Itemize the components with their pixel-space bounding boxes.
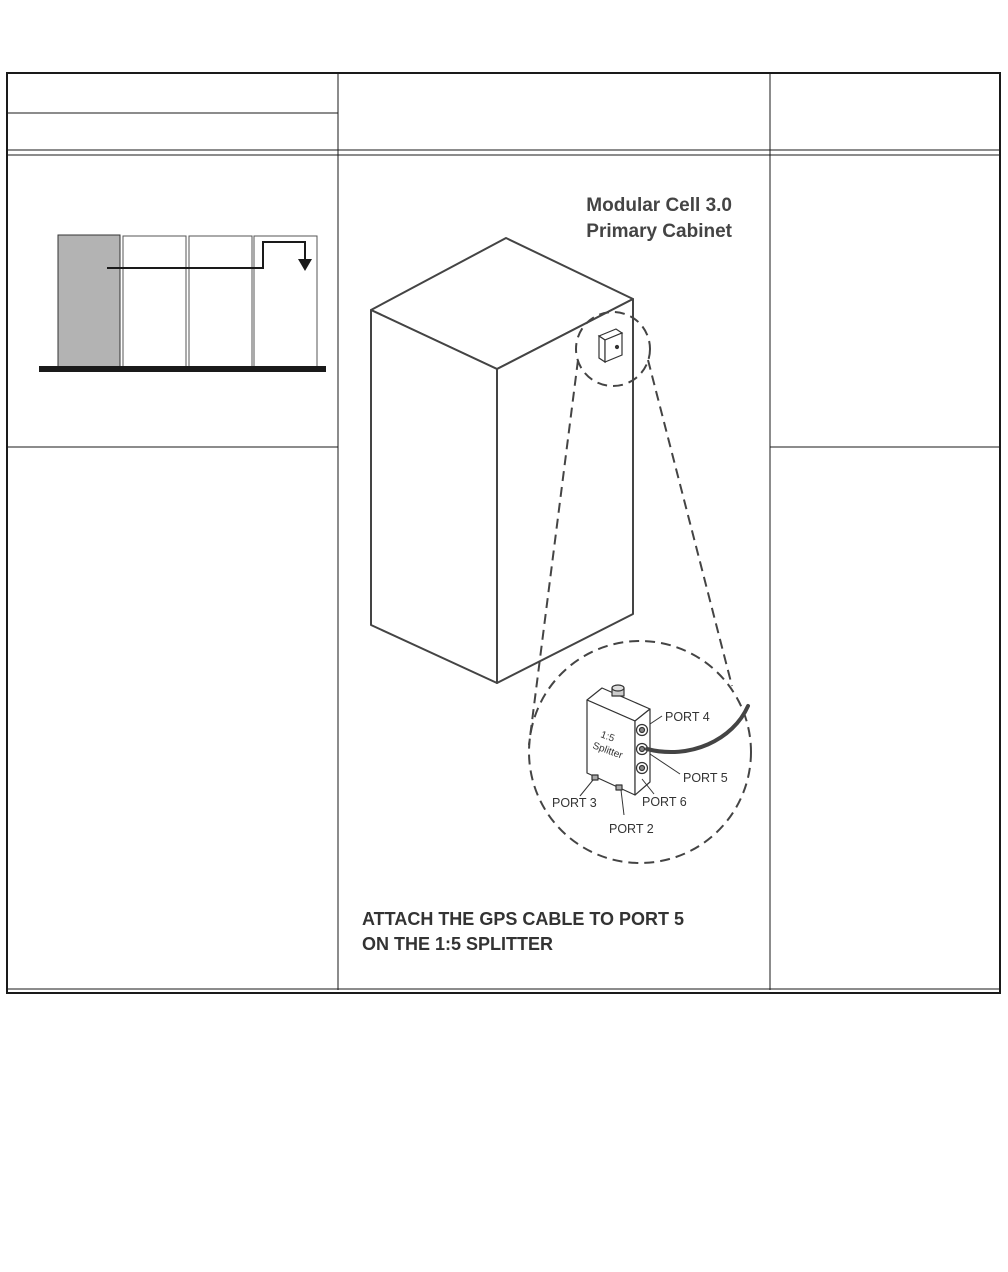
- port-6-label: PORT 6: [642, 795, 687, 809]
- locator-cabinet-3: [189, 236, 252, 367]
- primary-cabinet-drawing: [371, 238, 633, 683]
- splitter-label-line2: Splitter: [590, 740, 624, 762]
- cabinet-title-line2: Primary Cabinet: [586, 221, 732, 242]
- splitter-label-line1: 1:5: [598, 729, 616, 745]
- locator-floor: [39, 366, 326, 372]
- port-5-label: PORT 5: [683, 771, 728, 785]
- instruction-line2: ON THE 1:5 SPLITTER: [362, 934, 554, 954]
- cabinet-title-line1: Modular Cell 3.0: [586, 195, 732, 216]
- splitter-enclosure-icon: [599, 329, 622, 362]
- callout-line-right: [648, 360, 732, 686]
- cabinet-locator-diagram: [39, 235, 326, 372]
- locator-cabinet-2: [123, 236, 186, 367]
- port-2-label: PORT 2: [609, 822, 654, 836]
- port-3-label: PORT 3: [552, 796, 597, 810]
- cabinet-front-face: [371, 310, 497, 683]
- splitter-top-connector-cap: [612, 685, 624, 691]
- locator-cabinet-highlighted: [58, 235, 120, 367]
- port-4-label: PORT 4: [665, 710, 710, 724]
- splitter-box: [587, 685, 650, 795]
- port-3-connector: [592, 775, 598, 780]
- instruction-line1: ATTACH THE GPS CABLE TO PORT 5: [362, 909, 685, 929]
- port-2-connector: [616, 785, 622, 790]
